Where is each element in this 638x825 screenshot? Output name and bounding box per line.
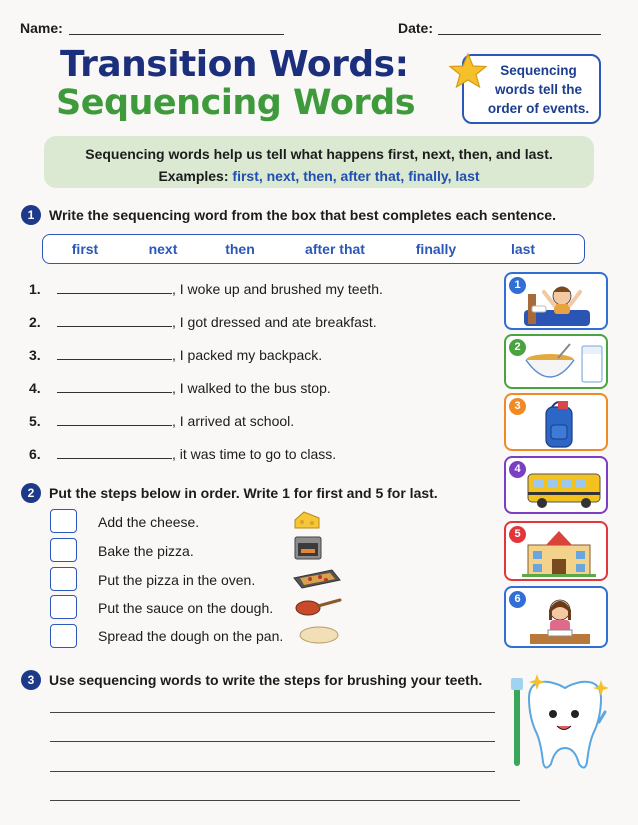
- examples-list: first, next, then, after that, finally, last: [232, 168, 480, 184]
- answer-blank[interactable]: [57, 282, 172, 294]
- date-field[interactable]: [438, 34, 601, 35]
- section-3-instruction: Use sequencing words to write the steps for brushing your teeth.: [49, 672, 483, 688]
- sentence-2: [29, 314, 377, 330]
- card-badge: 2: [509, 339, 526, 356]
- card-badge: 6: [509, 591, 526, 608]
- cheese-icon: [292, 508, 322, 532]
- card-badge: 4: [509, 461, 526, 478]
- sentence-text: , I arrived at school.: [172, 413, 295, 429]
- step-text: Spread the dough on the pan.: [98, 628, 284, 644]
- sentence-number: 2.: [29, 314, 41, 330]
- order-box-5[interactable]: [50, 624, 77, 648]
- sentence-text: , it was time to go to class.: [172, 446, 337, 462]
- answer-blank[interactable]: [57, 381, 172, 393]
- section-2-number: 2: [21, 483, 41, 503]
- writing-line-1[interactable]: [50, 712, 495, 713]
- picture-card-3: [504, 393, 608, 451]
- sentence-1: [29, 281, 383, 297]
- pizza-tray-icon: [292, 564, 342, 590]
- examples-label: Examples:: [158, 168, 229, 184]
- card-badge: 3: [509, 398, 526, 415]
- title-line-2: Sequencing Words: [56, 83, 416, 123]
- sentence-3: [29, 347, 322, 363]
- answer-blank[interactable]: [57, 315, 172, 327]
- sentence-text: , I got dressed and ate breakfast.: [172, 314, 377, 330]
- picture-card-1: [504, 272, 608, 330]
- order-box-4[interactable]: [50, 595, 77, 619]
- order-box-3[interactable]: [50, 567, 77, 591]
- word-bank-item: then: [225, 241, 255, 257]
- section-1-instruction: Write the sequencing word from the box that best completes each sentence.: [49, 207, 556, 223]
- card-badge: 5: [509, 526, 526, 543]
- sentence-text: , I walked to the bus stop.: [172, 380, 331, 396]
- word-bank-item: next: [148, 241, 178, 257]
- answer-blank[interactable]: [57, 414, 172, 426]
- word-bank-item: first: [71, 241, 99, 257]
- name-label: Name:: [20, 20, 63, 36]
- sentence-number: 3.: [29, 347, 41, 363]
- section-3-number: 3: [21, 670, 41, 690]
- step-text: Add the cheese.: [98, 514, 200, 530]
- order-box-1[interactable]: [50, 509, 77, 533]
- writing-line-4[interactable]: [50, 800, 520, 801]
- section-1-number: 1: [21, 205, 41, 225]
- title-line-1: Transition Words:: [60, 44, 409, 85]
- picture-card-6: [504, 586, 608, 648]
- star-icon: [448, 52, 488, 90]
- dough-icon: [298, 624, 340, 646]
- order-box-2[interactable]: [50, 538, 77, 562]
- step-text: Put the pizza in the oven.: [98, 572, 256, 588]
- tooth-with-toothbrush-icon: [505, 672, 617, 776]
- word-bank-item: last: [510, 241, 536, 257]
- intro-banner: [44, 136, 594, 188]
- step-text: Put the sauce on the dough.: [98, 600, 274, 616]
- answer-blank[interactable]: [57, 447, 172, 459]
- sentence-text: , I packed my backpack.: [172, 347, 323, 363]
- word-bank-item: finally: [415, 241, 457, 257]
- sentence-number: 4.: [29, 380, 41, 396]
- sentence-5: [29, 413, 294, 429]
- writing-line-3[interactable]: [50, 771, 495, 772]
- intro-text: Sequencing words help us tell what happens first, next, then, and last.: [85, 146, 553, 162]
- sauce-pan-icon: [294, 596, 344, 618]
- picture-card-5: [504, 521, 608, 581]
- answer-blank[interactable]: [57, 348, 172, 360]
- picture-card-2: [504, 334, 608, 389]
- writing-line-2[interactable]: [50, 741, 495, 742]
- oven-icon: [293, 535, 323, 561]
- sentence-6: [29, 446, 336, 462]
- name-field[interactable]: [69, 34, 284, 35]
- sentence-number: 6.: [29, 446, 41, 462]
- sentence-4: [29, 380, 331, 396]
- sentence-number: 5.: [29, 413, 41, 429]
- definition-note-text: Sequencing words tell the order of events.: [487, 63, 590, 116]
- examples-line: [44, 165, 594, 187]
- card-badge: 1: [509, 277, 526, 294]
- sentence-text: , I woke up and brushed my teeth.: [172, 281, 383, 297]
- step-text: Bake the pizza.: [98, 543, 194, 559]
- word-bank-item: after that: [305, 241, 365, 257]
- date-label: Date:: [398, 20, 434, 36]
- picture-card-4: [504, 456, 608, 514]
- sentence-number: 1.: [29, 281, 41, 297]
- section-2-instruction: Put the steps below in order. Write 1 for first and 5 for last.: [49, 485, 438, 501]
